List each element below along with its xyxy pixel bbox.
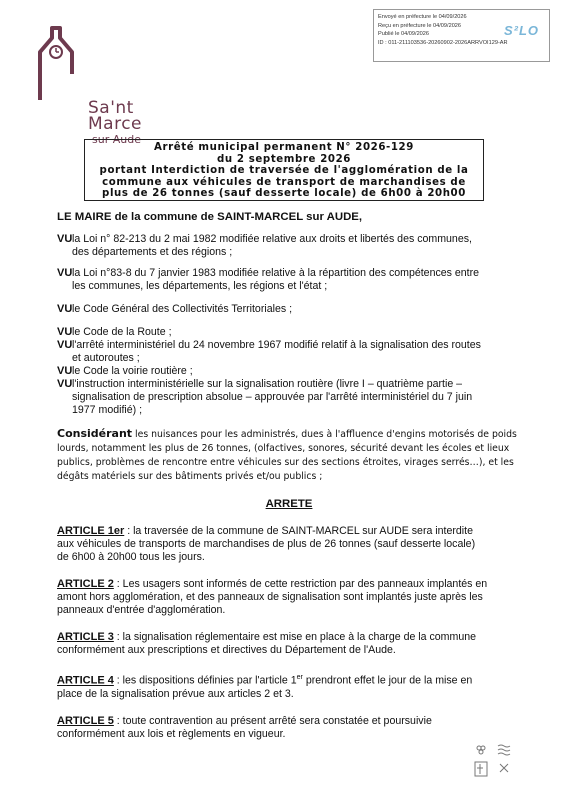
vu-text: l'instruction interministérielle sur la signalisation routière (livre I – quatrième partie – — [72, 378, 463, 390]
article-heading: ARTICLE 3 — [57, 631, 114, 643]
article-heading: ARTICLE 4 — [57, 674, 114, 687]
stamp-sent: Envoyé en préfecture le 04/09/2026 — [378, 14, 467, 20]
article-heading: ARTICLE 2 — [57, 578, 114, 590]
stamp-received: Reçu en préfecture le 04/09/2026 — [378, 22, 462, 29]
title-line-1: Arrêté municipal permanent N° 2026-129 — [154, 142, 414, 153]
vu-keyword: VU — [57, 326, 73, 338]
vu-item — [57, 303, 521, 316]
article-heading: ARTICLE 1er — [57, 525, 125, 537]
coat-of-arms-icon — [470, 740, 514, 780]
vu-keyword: VU — [57, 303, 73, 315]
article-heading: ARTICLE 5 — [57, 714, 114, 727]
vu-keyword: VU — [57, 378, 73, 390]
vu-text: la Loi n° 82-213 du 2 mai 1982 modifiée relative aux droits et libertés des communes, — [72, 233, 472, 245]
maire-heading: LE MAIRE de la commune de SAINT-MARCEL sur AUDE, — [57, 211, 363, 223]
vu-keyword: VU — [57, 233, 73, 245]
vu-text: signalisation de prescription absolue – approuvée par l'arrêté interministériel du 7 juin — [72, 391, 473, 403]
vu-item — [57, 339, 521, 365]
article-1: ARTICLE 1er : la traversée de la commune de SAINT-MARCEL sur AUDE sera interdite aux véhicules de transports de marchandises de plus de 26 tonnes (sauf desserte locale) de 6h00 à 20h00 tous les jours. — [57, 525, 476, 563]
vu-text: et autoroutes ; — [72, 352, 140, 364]
logo-line-1: Sa'nt — [88, 98, 134, 118]
vu-text: le Code Général des Collectivités Territoriales ; — [72, 303, 293, 315]
article-2: ARTICLE 2 : Les usagers sont informés de cette restriction par des panneaux implantés en amont hors agglomération, et des panneaux de signalisation sont implantés juste après les panneaux d'entrée d'agglomération. — [57, 578, 488, 616]
vu-item — [57, 267, 521, 293]
considerant-paragraph: Considérant les nuisances pour les administrés, dues à l'affluence d'engins motorisés de poids lourds, notamment les plus de 26 tonnes, (olfactives, sonores, sécurité devant les écoles et lieux publics, problèmes de rencontre entre véhicules sur des sections étroites, virages serrés…), et les dégâts matériels sur des bâtiments privés et/ou publics ; — [57, 427, 517, 482]
commune-seal — [470, 740, 514, 780]
title-line-3: portant Interdiction de traversée de l'agglomération de la — [99, 165, 469, 177]
vu-text: des départements et des régions ; — [72, 246, 233, 258]
vu-item — [57, 378, 521, 417]
vu-text: 1977 modifié) ; — [72, 404, 143, 416]
logo-line-2: Marce — [88, 114, 143, 134]
title-line-2: du 2 septembre 2026 — [217, 153, 351, 165]
title-line-5: plus de 26 tonnes (sauf desserte locale) de 6h00 à 20h00 — [102, 188, 466, 200]
vu-text: la Loi n°83-8 du 7 janvier 1983 modifiée relative à la répartition des compétences entre — [72, 267, 480, 279]
title-line-4: commune aux véhicules de transport de marchandises de — [102, 176, 466, 188]
church-tower-icon — [32, 22, 102, 102]
municipal-logo — [32, 22, 143, 146]
vu-text: le Code la voirie routière ; — [72, 365, 193, 377]
decree-title-box — [84, 139, 484, 201]
vu-item — [57, 365, 521, 378]
article-4: ARTICLE 4 : les dispositions définies par l'article 1er prendront effet le jour de la mise en place de la signalisation prévue aux articles 2 et 3. — [57, 674, 473, 700]
article-3: ARTICLE 3 : la signalisation réglementaire est mise en place à la charge de la commune conformément aux prescriptions et directives du Département de l'Aude. — [57, 631, 476, 656]
vu-item — [57, 233, 521, 259]
considerant-keyword: Considérant — [57, 427, 133, 440]
vu-keyword: VU — [57, 267, 73, 279]
stamp-brand-logo: S²LO — [503, 23, 539, 38]
vu-item — [57, 326, 521, 339]
vu-text: l'arrêté interministériel du 24 novembre 1967 modifié relatif à la signalisation des routes — [72, 339, 481, 351]
logo-line-3: sur Aude — [92, 133, 141, 146]
vu-keyword: VU — [57, 339, 73, 351]
vu-text: le Code de la Route ; — [72, 326, 172, 338]
article-5: ARTICLE 5 : toute contravention au présent arrêté sera constatée et poursuivie conformément aux lois et règlements en vigueur. — [57, 714, 432, 740]
decree-body — [57, 211, 521, 755]
vu-keyword: VU — [57, 365, 73, 377]
stamp-id: ID : 011-211103536-20260902-2026ARRVOI129-AR — [378, 39, 508, 46]
prefecture-stamp — [373, 9, 550, 62]
stamp-published: Publié le 04/09/2026 — [378, 31, 430, 38]
arrete-heading: ARRETE — [265, 498, 313, 510]
vu-text: les communes, les départements, les régions et l'état ; — [72, 280, 328, 292]
